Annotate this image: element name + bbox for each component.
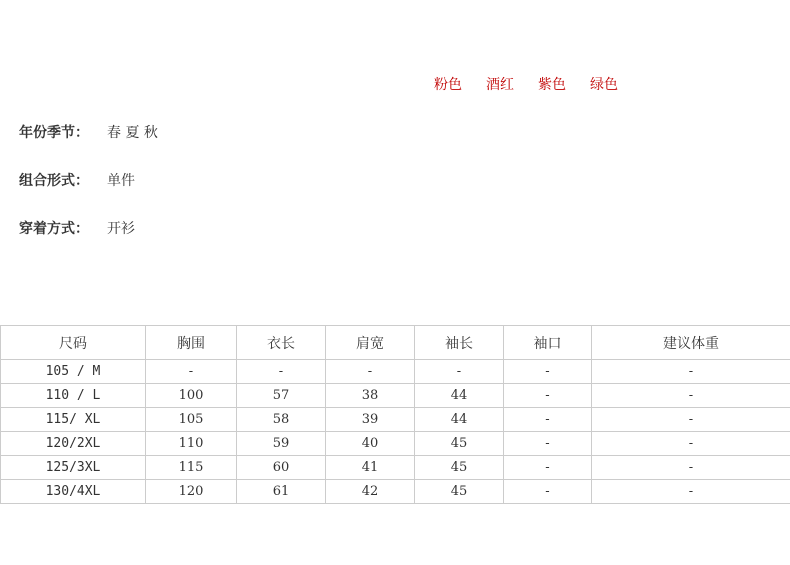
cell-length: 58: [237, 408, 326, 432]
cell-size: 105 / M: [1, 360, 146, 384]
size-table: [0, 325, 790, 504]
cell-size: 125/3XL: [1, 456, 146, 480]
header-cuff: 袖口: [504, 326, 592, 360]
cell-cuff: -: [504, 384, 592, 408]
cell-length: 61: [237, 480, 326, 504]
color-option-pink: 粉色: [434, 77, 462, 93]
cell-length: -: [237, 360, 326, 384]
header-size: 尺码: [1, 326, 146, 360]
cell-shoulder: 39: [326, 408, 415, 432]
cell-shoulder: 41: [326, 456, 415, 480]
cell-cuff: -: [504, 480, 592, 504]
cell-cuff: -: [504, 408, 592, 432]
cell-shoulder: 38: [326, 384, 415, 408]
attr-combination: [19, 171, 135, 191]
cell-sleeve-length: 45: [415, 456, 504, 480]
color-option-wine-red: 酒红: [486, 77, 514, 93]
header-weight: 建议体重: [592, 326, 790, 360]
header-chest: 胸围: [146, 326, 237, 360]
attr-season-label: 年份季节：: [19, 125, 89, 141]
table-row: [1, 456, 790, 480]
cell-chest: 105: [146, 408, 237, 432]
table-header-row: [1, 326, 790, 360]
cell-cuff: -: [504, 456, 592, 480]
cell-weight: -: [592, 360, 790, 384]
cell-size: 120/2XL: [1, 432, 146, 456]
cell-sleeve-length: 45: [415, 432, 504, 456]
attr-wearing-style: [19, 219, 135, 239]
attr-combination-value: 单件: [107, 173, 135, 189]
cell-sleeve-length: -: [415, 360, 504, 384]
cell-cuff: -: [504, 360, 592, 384]
cell-weight: -: [592, 384, 790, 408]
attr-season: [19, 123, 158, 143]
cell-weight: -: [592, 408, 790, 432]
header-length: 衣长: [237, 326, 326, 360]
cell-chest: -: [146, 360, 237, 384]
cell-weight: -: [592, 456, 790, 480]
header-shoulder: 肩宽: [326, 326, 415, 360]
attr-season-value: 春 夏 秋: [107, 125, 158, 141]
cell-length: 59: [237, 432, 326, 456]
color-options: [434, 75, 618, 95]
attr-wearing-style-value: 开衫: [107, 221, 135, 237]
color-option-green: 绿色: [590, 77, 618, 93]
cell-size: 115/ XL: [1, 408, 146, 432]
cell-size: 110 / L: [1, 384, 146, 408]
color-option-purple: 紫色: [538, 77, 566, 93]
cell-sleeve-length: 45: [415, 480, 504, 504]
table-row: [1, 432, 790, 456]
table-row: [1, 408, 790, 432]
cell-chest: 115: [146, 456, 237, 480]
cell-chest: 100: [146, 384, 237, 408]
cell-sleeve-length: 44: [415, 408, 504, 432]
table-row: [1, 384, 790, 408]
cell-weight: -: [592, 432, 790, 456]
cell-cuff: -: [504, 432, 592, 456]
attr-combination-label: 组合形式：: [19, 173, 89, 189]
cell-shoulder: 40: [326, 432, 415, 456]
cell-shoulder: 42: [326, 480, 415, 504]
table-row: [1, 360, 790, 384]
table-row: [1, 480, 790, 504]
cell-size: 130/4XL: [1, 480, 146, 504]
cell-sleeve-length: 44: [415, 384, 504, 408]
cell-chest: 110: [146, 432, 237, 456]
cell-shoulder: -: [326, 360, 415, 384]
header-sleeve-length: 袖长: [415, 326, 504, 360]
cell-weight: -: [592, 480, 790, 504]
cell-length: 60: [237, 456, 326, 480]
attr-wearing-style-label: 穿着方式：: [19, 221, 89, 237]
cell-chest: 120: [146, 480, 237, 504]
cell-length: 57: [237, 384, 326, 408]
